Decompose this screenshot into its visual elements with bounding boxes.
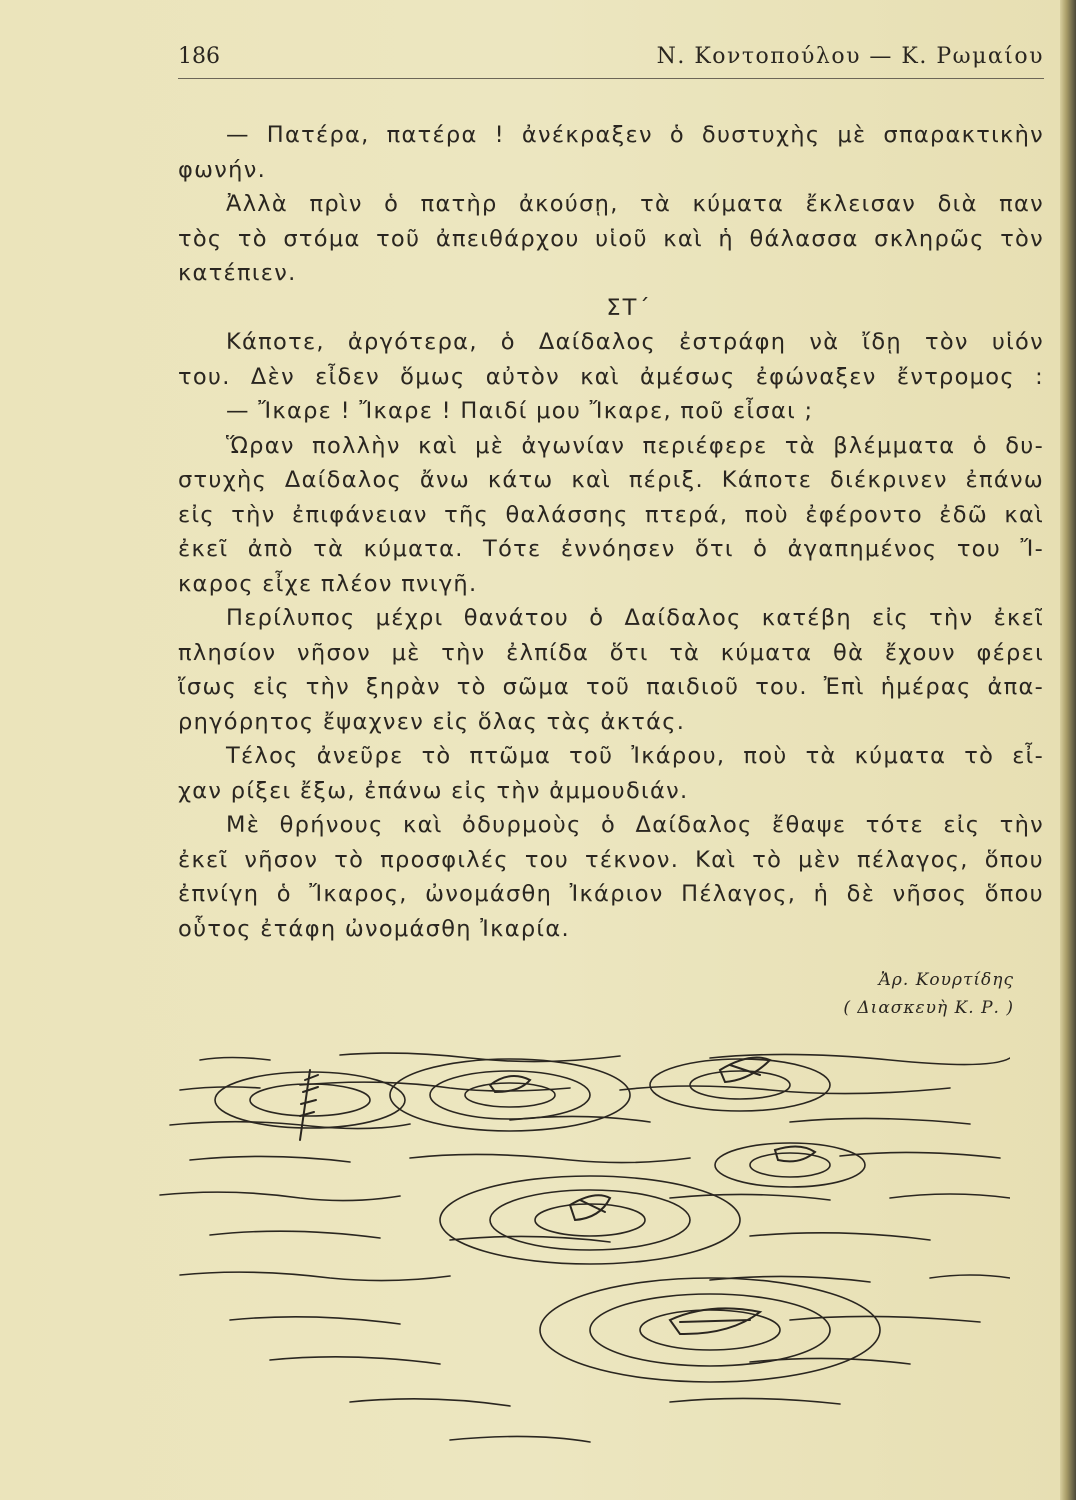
text-line: Ὥραν πολλὴν καὶ μὲ ἀγωνίαν περιέφερε τὰ βλέμματα ὁ δυ- bbox=[226, 432, 1044, 459]
text-line: κατέπιεν. bbox=[178, 260, 297, 286]
running-head: Ν. Κοντοπούλου — Κ. Ρωμαίου bbox=[656, 44, 1044, 69]
wave-lines bbox=[160, 1053, 1010, 1442]
page-header bbox=[178, 44, 1044, 79]
text-line: ἐπνίγη ὁ Ἴκαρος, ὠνομάσθη Ἰκάριον Πέλαγος, ἡ δὲ νῆσος ὅπου bbox=[178, 881, 1044, 907]
text-line: ἴσως εἰς τὴν ξηρὰν τὸ σῶμα τοῦ παιδιοῦ του. Ἐπὶ ἡμέρας ἀπα- bbox=[178, 674, 1044, 700]
story-text bbox=[178, 118, 1044, 946]
text-line: Μὲ θρήνους καὶ ὀδυρμοὺς ὁ Δαίδαλος ἔθαψε τότε εἰς τὴν bbox=[226, 812, 1044, 838]
author-name: Ἀρ. Κουρτίδης bbox=[878, 970, 1014, 990]
ripple-circles bbox=[215, 1059, 880, 1382]
text-line: Τέλος ἀνεῦρε τὸ πτῶμα τοῦ Ἰκάρου, ποὺ τὰ κύματα τὸ εἶ- bbox=[226, 743, 1044, 769]
text-line: ἐκεῖ νῆσον τὸ προσφιλές του τέκνον. Καὶ τὸ μὲν πέλαγος, ὅπου bbox=[178, 846, 1044, 873]
text-line: στυχὴς Δαίδαλος ἄνω κάτω καὶ πέριξ. Κάποτε διέκρινεν ἐπάνω bbox=[178, 467, 1044, 493]
text-line: Περίλυπος μέχρι θανάτου ὁ Δαίδαλος κατέβη εἰς τὴν ἐκεῖ bbox=[226, 605, 1044, 631]
book-page-edge bbox=[1060, 0, 1076, 1500]
author-signature bbox=[843, 966, 1014, 1022]
text-line: τὸς τὸ στόμα τοῦ ἀπειθάρχου υἱοῦ καὶ ἡ θάλασσα σκληρῶς τὸν bbox=[178, 225, 1044, 252]
text-line: του. Δὲν εἶδεν ὅμως αὐτὸν καὶ ἀμέσως ἐφώναξεν ἔντρομος : bbox=[178, 363, 1044, 390]
text-line: Κάποτε, ἀργότερα, ὁ Δαίδαλος ἐστράφη νὰ ἴδῃ τὸν υἱόν bbox=[226, 329, 1044, 355]
text-line: φωνήν. bbox=[178, 156, 267, 183]
text-line: — Πατέρα, πατέρα ! ἀνέκραξεν ὁ δυστυχὴς μὲ σπαρακτικὴν bbox=[226, 122, 1044, 148]
text-line: χαν ρίξει ἔξω, ἐπάνω εἰς τὴν ἀμμουδιάν. bbox=[178, 777, 689, 804]
text-line: πλησίον νῆσον μὲ τὴν ἐλπίδα ὅτι τὰ κύματα θὰ ἔχουν φέρει bbox=[178, 639, 1044, 666]
text-line: καρος εἶχε πλέον πνιγῆ. bbox=[178, 570, 478, 597]
text-line: — Ἴκαρε ! Ἴκαρε ! Παιδί μου Ἴκαρε, ποῦ εἶσαι ; bbox=[226, 398, 814, 424]
text-line: εἰς τὴν ἐπιφάνειαν τῆς θαλάσσης πτερά, ποὺ ἐφέροντο ἐδῶ καὶ bbox=[178, 501, 1044, 528]
adaptation-credit: ( Διασκευὴ Κ. Ρ. ) bbox=[843, 998, 1014, 1018]
text-line: οὗτος ἐτάφη ὠνομάσθη Ἰκαρία. bbox=[178, 915, 570, 942]
text-line: Ἀλλὰ πρὶν ὁ πατὴρ ἀκούσῃ, τὰ κύματα ἔκλεισαν διὰ παν bbox=[226, 191, 1044, 217]
text-line: ρηγόρητος ἔψαχνεν εἰς ὅλας τὰς ἀκτάς. bbox=[178, 708, 686, 735]
text-line: ἐκεῖ ἀπὸ τὰ κύματα. Τότε ἐννόησεν ὅτι ὁ ἀγαπημένος του Ἴ- bbox=[178, 536, 1044, 562]
sea-waves-illustration bbox=[150, 1030, 1010, 1490]
page-number: 186 bbox=[178, 44, 220, 69]
section-heading: ΣΤ΄ bbox=[606, 294, 652, 321]
